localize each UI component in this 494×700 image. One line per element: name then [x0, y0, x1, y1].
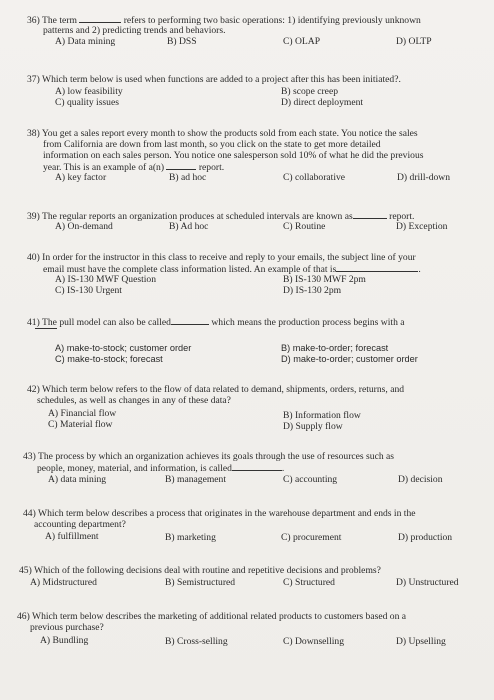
option-a[interactable]: A) Bundling	[40, 635, 89, 646]
option-b[interactable]: B) IS-130 MWF 2pm	[283, 274, 366, 285]
option-a[interactable]: A) low feasibility	[55, 86, 123, 97]
option-d[interactable]: D) Exception	[396, 221, 448, 232]
option-a[interactable]: A) IS-130 MWF Question	[55, 274, 156, 285]
option-b[interactable]: B) Cross-selling	[165, 636, 228, 647]
question-text-line: patterns and 2) predicting trends and behaviors.	[43, 25, 226, 36]
question-text-line: information on each sales person. You notice one salesperson sold 10% of what he did the previous	[43, 150, 424, 161]
question-text-line: 37) Which term below is used when functions are added to a project after this has been initiated?.	[27, 74, 401, 85]
question-text-line: people, money, material, and information, is called .	[37, 463, 285, 474]
option-d[interactable]: D) Unstructured	[396, 577, 459, 588]
option-c[interactable]: C) procurement	[281, 532, 342, 543]
option-a[interactable]: A) data mining	[48, 474, 107, 485]
option-c[interactable]: C) OLAP	[283, 36, 321, 47]
option-c[interactable]: C) quality issues	[55, 97, 119, 108]
answer-blank	[353, 210, 387, 219]
question-text-line: 39) The regular reports an organization produces at scheduled intervals are known as report.	[27, 211, 415, 222]
question-text-line: previous purchase?	[30, 622, 104, 633]
option-b[interactable]: B) DSS	[167, 36, 197, 47]
answer-blank	[171, 316, 209, 325]
question-text-line: schedules, as well as changes in any of these data?	[37, 395, 231, 406]
option-b[interactable]: B) make-to-order; forecast	[281, 343, 389, 353]
option-b[interactable]: B) Information flow	[283, 410, 361, 421]
option-c[interactable]: C) collaborative	[283, 172, 346, 183]
option-b[interactable]: B) Semistructured	[165, 577, 236, 588]
answer-blank	[166, 161, 196, 170]
option-c[interactable]: C) IS-130 Urgent	[55, 285, 122, 296]
question-text-line: 38) You get a sales report every month to show the products sold from each state. You notice the sales	[27, 128, 418, 139]
option-b[interactable]: B) scope creep	[281, 86, 339, 97]
option-d[interactable]: D) IS-130 2pm	[283, 285, 342, 296]
option-a[interactable]: A) key factor	[55, 172, 107, 183]
option-b[interactable]: B) ad hoc	[169, 172, 207, 183]
option-a[interactable]: A) On-demand	[55, 221, 113, 232]
option-d[interactable]: D) Upselling	[396, 636, 446, 647]
option-c[interactable]: C) Material flow	[48, 419, 113, 430]
option-a[interactable]: A) fulfillment	[45, 531, 99, 542]
question-text-line: email must have the complete class information listed. An example of that is .	[43, 264, 421, 275]
question-text-line: 43) The process by which an organization achieves its goals through the use of resources such as	[23, 451, 395, 462]
answer-blank	[35, 328, 57, 329]
answer-blank	[79, 14, 121, 23]
question-text-line: from California are down from last month, so you click on the state to get more detailed	[43, 139, 381, 150]
option-c[interactable]: C) make-to-stock; forecast	[55, 354, 163, 364]
option-a[interactable]: A) Financial flow	[48, 408, 117, 419]
option-b[interactable]: B) Ad hoc	[169, 221, 209, 232]
question-text-line: year. This is an example of a(n) report.	[43, 162, 225, 173]
option-d[interactable]: D) Supply flow	[283, 421, 343, 432]
option-d[interactable]: D) OLTP	[396, 36, 432, 47]
option-c[interactable]: C) Structured	[283, 577, 335, 588]
option-d[interactable]: D) drill-down	[397, 172, 451, 183]
option-c[interactable]: C) accounting	[283, 474, 338, 485]
answer-blank	[336, 263, 418, 272]
question-text-line: 36) The term refers to performing two basic operations: 1) identifying previously unknown	[27, 15, 421, 26]
option-a[interactable]: A) Data mining	[55, 36, 116, 47]
option-d[interactable]: D) production	[398, 532, 453, 543]
option-b[interactable]: B) marketing	[165, 532, 216, 543]
question-text-line: 40) In order for the instructor in this class to receive and reply to your emails, the subject line of your	[27, 252, 416, 263]
question-text-line: 42) Which term below refers to the flow of data related to demand, shipments, orders, returns, and	[27, 384, 405, 395]
question-text-line: 44) Which term below describes a process that originates in the warehouse department and ends in the	[23, 508, 416, 519]
option-c[interactable]: C) Routine	[283, 221, 326, 232]
option-a[interactable]: A) Midstructured	[30, 577, 97, 588]
question-text-line: 41) The pull model can also be called which means the production process begins with a	[27, 317, 405, 328]
option-b[interactable]: B) management	[165, 474, 227, 485]
option-d[interactable]: D) make-to-order; customer order	[281, 354, 418, 364]
option-a[interactable]: A) make-to-stock; customer order	[55, 343, 192, 353]
option-d[interactable]: D) direct deployment	[281, 97, 364, 108]
option-d[interactable]: D) decision	[398, 474, 443, 485]
answer-blank	[232, 462, 282, 471]
question-text-line: 46) Which term below describes the marketing of additional related products to customers based on a	[17, 611, 407, 622]
question-text-line: 45) Which of the following decisions deal with routine and repetitive decisions and problems?	[19, 565, 381, 576]
question-text-line: accounting department?	[34, 519, 126, 530]
option-c[interactable]: C) Downselling	[283, 636, 345, 647]
